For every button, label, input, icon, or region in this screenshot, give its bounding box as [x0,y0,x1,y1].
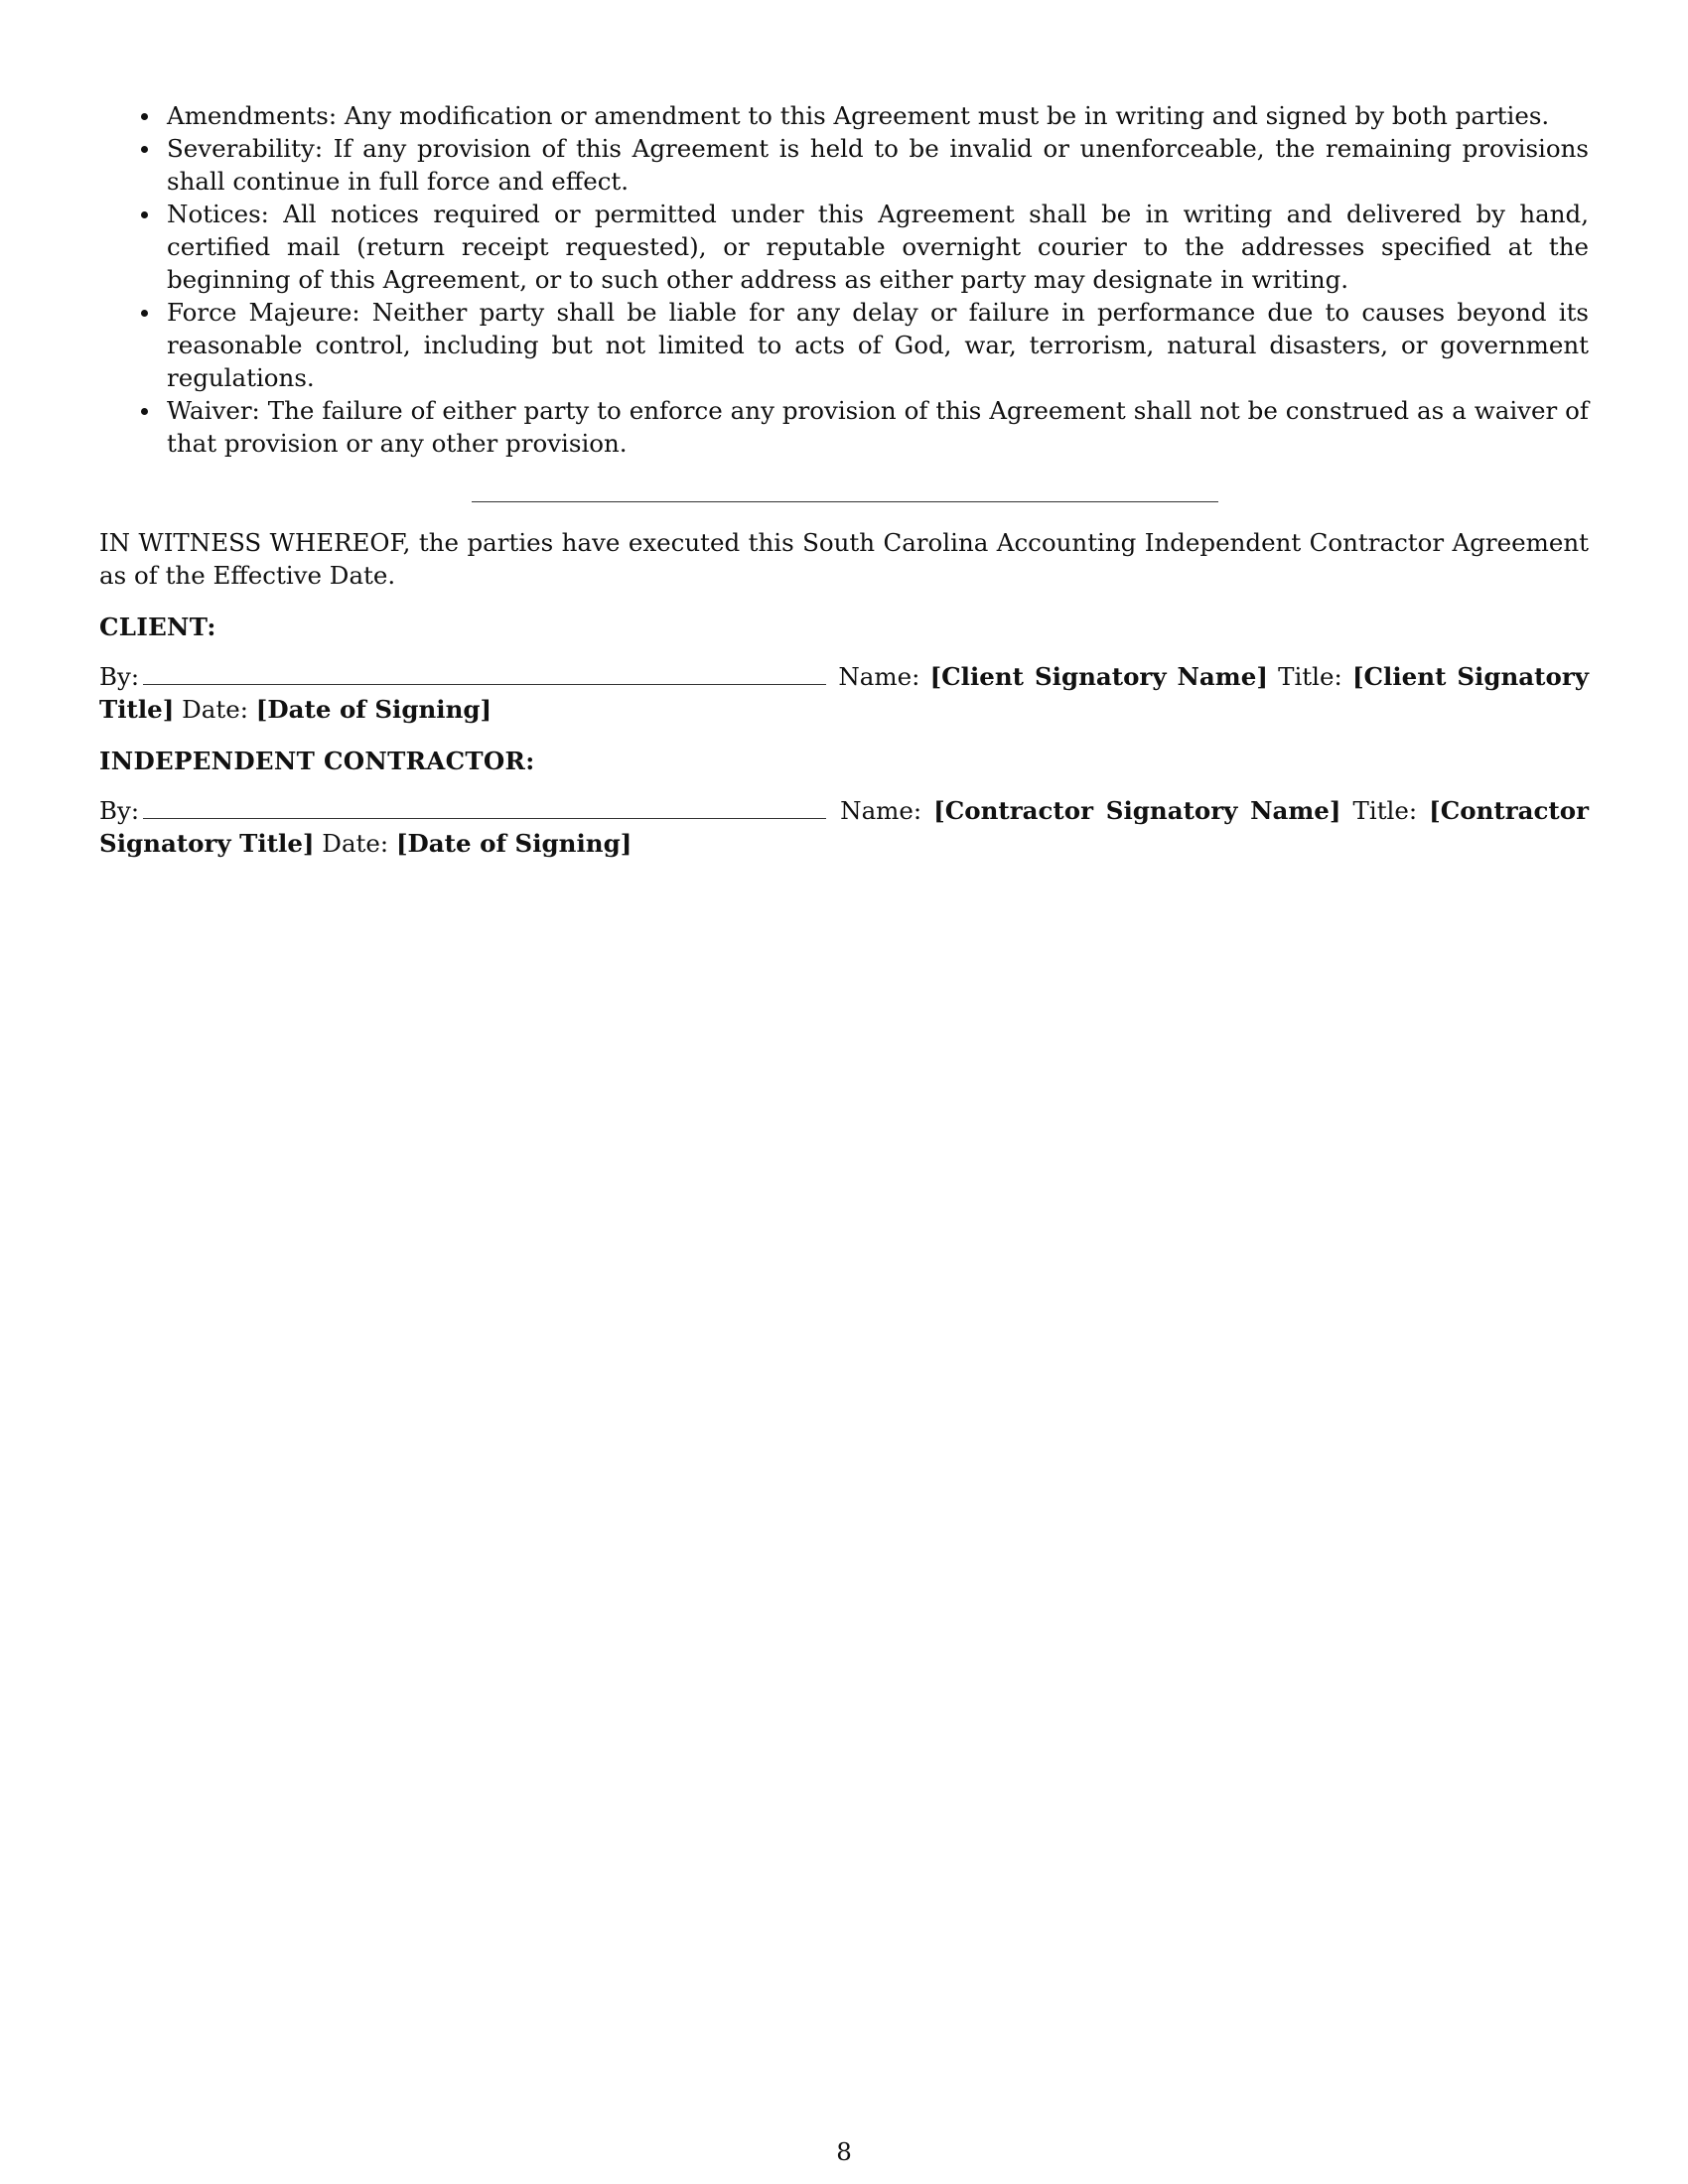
section-divider [472,501,1218,502]
client-name-value: [Client Signatory Name] [929,662,1268,691]
clause-severability [167,132,1589,198]
client-title-label: Title: [1278,662,1342,691]
page-number: 8 [836,2137,852,2166]
client-by-label: By: [99,662,140,691]
contractor-by-label: By: [99,796,140,825]
contractor-title-label: Title: [1352,796,1418,825]
clause-text: All notices required or permitted under this Agreement shall be in writing and delivered by hand, certified mail (return receipt requested), or reputable overnight courier to the addresses specified at the beginning of this Agreement, or to such other address as either party may designate in writing. [167,200,1589,294]
clause-label: Amendments: [167,101,338,130]
clause-label: Force Majeure: [167,298,360,327]
client-date-label: Date: [182,695,248,724]
contractor-date-label: Date: [322,829,389,858]
clause-amendments [167,99,1589,132]
client-date-value: [Date of Signing] [255,695,492,724]
clause-list [99,99,1589,460]
clause-label: Waiver: [167,396,260,425]
client-heading: CLIENT: [99,613,216,641]
client-signature-block [99,660,1589,726]
clause-label: Severability: [167,134,324,163]
contractor-title-value: [Contractor Signatory Title] [99,796,1589,858]
clause-text: Any modification or amendment to this Agreement must be in writing and signed by both parties. [344,101,1550,130]
client-signature-line[interactable] [143,662,826,685]
witness-paragraph: IN WITNESS WHEREOF, the parties have executed this South Carolina Accounting Independent Contractor Agreement as of the Effective Date. [99,528,1589,590]
contractor-name-label: Name: [840,796,922,825]
clause-text: If any provision of this Agreement is held to be invalid or unenforceable, the remaining provisions shall continue in full force and effect. [167,134,1589,196]
contractor-name-value: [Contractor Signatory Name] [933,796,1341,825]
clause-text: The failure of either party to enforce any provision of this Agreement shall not be construed as a waiver of that provision or any other provision. [167,396,1589,458]
clause-waiver [167,394,1589,460]
client-title-value: [Client Signatory Title] [99,662,1589,724]
contractor-date-value: [Date of Signing] [395,829,633,858]
clause-force-majeure [167,296,1589,394]
contractor-signature-block [99,794,1589,860]
clause-notices [167,198,1589,296]
clause-label: Notices: [167,200,269,228]
contractor-heading: INDEPENDENT CONTRACTOR: [99,747,535,775]
contractor-signature-line[interactable] [143,796,826,819]
client-name-label: Name: [838,662,920,691]
document-page [99,99,1589,860]
clause-text: Neither party shall be liable for any delay or failure in performance due to causes beyond its reasonable control, including but not limited to acts of God, war, terrorism, natural disasters, or government regulations. [167,298,1589,392]
